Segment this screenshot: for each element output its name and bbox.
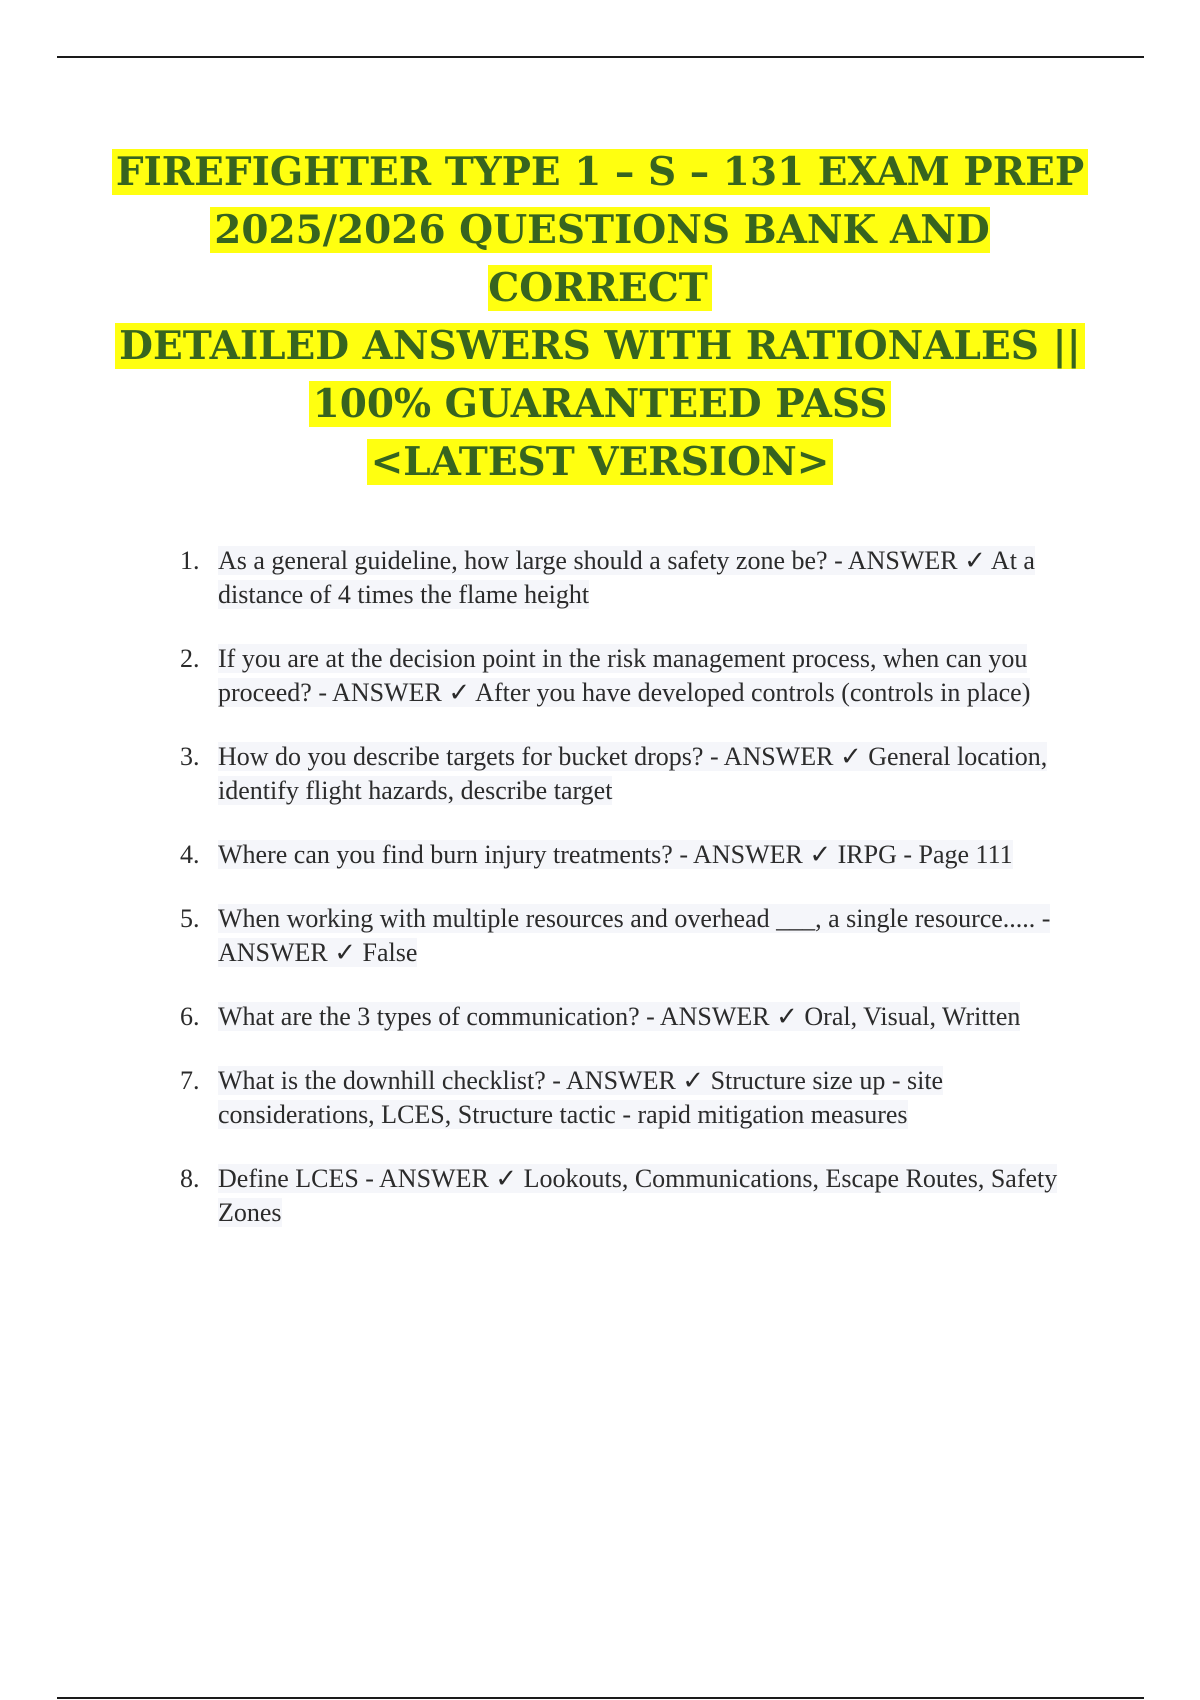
question-answer-text: If you are at the decision point in the risk management process, when can you proceed? - ANSWER ✓ After you have developed controls (controls in place): [218, 644, 1031, 707]
list-item: [180, 1000, 1100, 1034]
item-number: 6.: [180, 1002, 200, 1031]
question-answer-text: Define LCES - ANSWER ✓ Lookouts, Communications, Escape Routes, Safety Zones: [218, 1164, 1058, 1227]
question-answer-text: How do you describe targets for bucket drops? - ANSWER ✓ General location, identify flight hazards, describe target: [218, 742, 1048, 805]
list-item: [180, 1064, 1100, 1132]
question-answer-text: As a general guideline, how large should a safety zone be? - ANSWER ✓ At a distance of 4 times the flame height: [218, 546, 1035, 609]
item-number: 4.: [180, 840, 200, 869]
footer-rule: [57, 1697, 1144, 1699]
question-list: [180, 544, 1100, 1260]
item-number: 2.: [180, 644, 200, 673]
list-item: [180, 838, 1100, 872]
title-line: 100% GUARANTEED PASS: [100, 375, 1100, 433]
item-number: 1.: [180, 546, 200, 575]
document-title: [100, 143, 1100, 491]
item-number: 5.: [180, 904, 200, 933]
question-answer-text: What are the 3 types of communication? - ANSWER ✓ Oral, Visual, Written: [218, 1002, 1021, 1031]
title-line: DETAILED ANSWERS WITH RATIONALES ||: [100, 317, 1100, 375]
title-line: <LATEST VERSION>: [100, 433, 1100, 491]
question-answer-text: Where can you find burn injury treatments? - ANSWER ✓ IRPG - Page 111: [218, 840, 1013, 869]
question-answer-text: When working with multiple resources and overhead ___, a single resource..... - ANSWER ✓ False: [218, 904, 1051, 967]
item-number: 3.: [180, 742, 200, 771]
list-item: [180, 740, 1100, 808]
item-number: 7.: [180, 1066, 200, 1095]
list-item: [180, 544, 1100, 612]
list-item: [180, 902, 1100, 970]
title-line: FIREFIGHTER TYPE 1 – S – 131 EXAM PREP: [100, 143, 1100, 201]
header-rule: [57, 56, 1144, 58]
list-item: [180, 1162, 1100, 1230]
list-item: [180, 642, 1100, 710]
item-number: 8.: [180, 1164, 200, 1193]
question-answer-text: What is the downhill checklist? - ANSWER ✓ Structure size up - site considerations, LCES, Structure tactic - rapid mitigation measures: [218, 1066, 944, 1129]
title-line: 2025/2026 QUESTIONS BANK AND CORRECT: [100, 201, 1100, 317]
